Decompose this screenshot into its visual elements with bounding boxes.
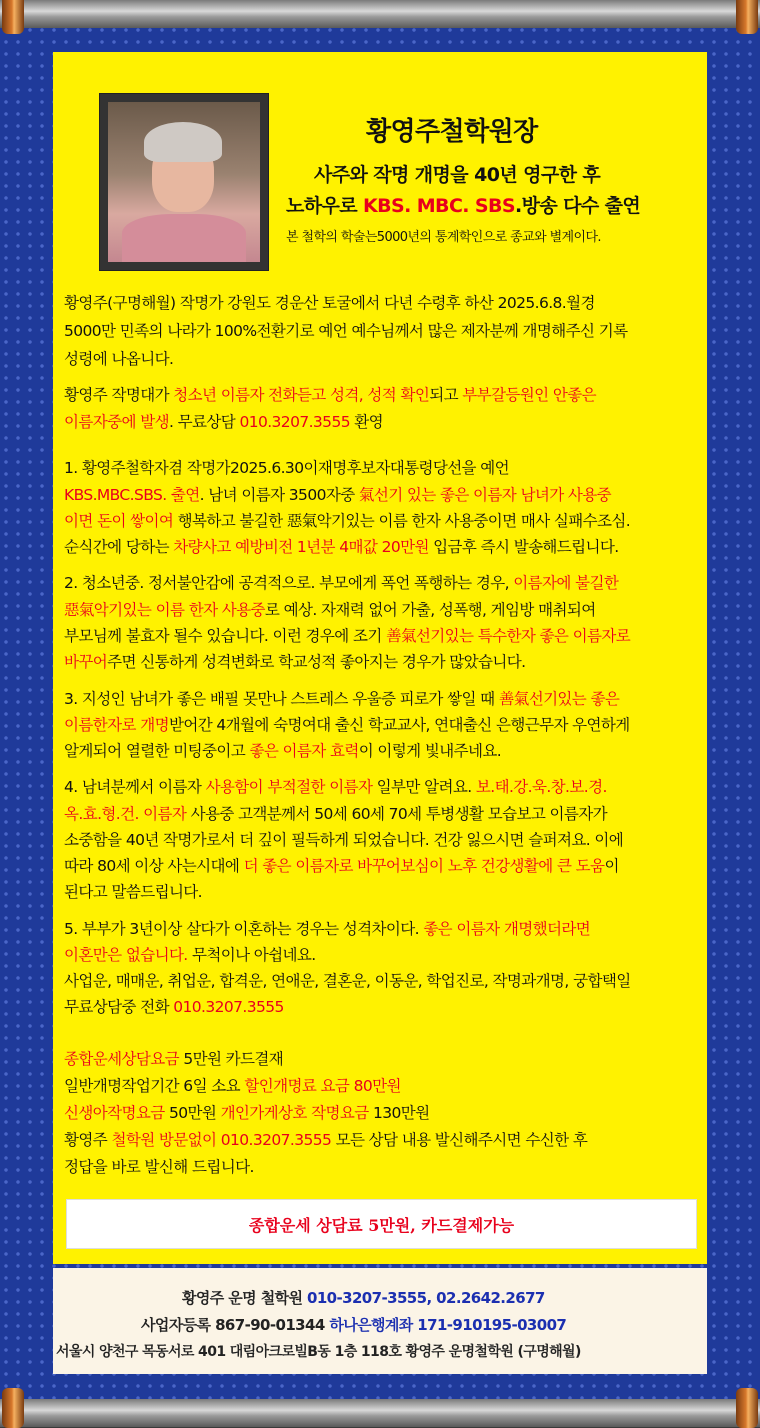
p1-line-2: KBS.MBC.SBS. 출연. 남녀 이름자 3500자중 氣선기 있는 좋은 이름자 남녀가 사용중 [64, 486, 612, 504]
fee-line-1: 종합운세상담요금 5만원 카드결재 [64, 1050, 284, 1068]
footer-address: 서울시 양천구 목동서로 401 대림아크로빌B동 1층 118호 황영주 운명철학원 (구명해월) [56, 1344, 581, 1360]
rod-knob-top-right [736, 0, 758, 34]
consult-fee-banner [66, 1199, 697, 1249]
fee-line-5: 정답을 바로 발신해 드립니다. [64, 1158, 254, 1176]
p2-line-2: 惡氣악기있는 이름 한자 사용중로 예상. 자재력 없어 가출, 성폭행, 게임방 매취되여 [64, 601, 596, 619]
footer-line-1: 황영주 운명 철학원 010-3207-3555, 02.2642.2677 [182, 1289, 545, 1307]
p0-line-2: 이름자중에 발생. 무료상담 010.3207.3555 환영 [64, 413, 384, 431]
p3-line-2: 이름한자로 개명받어간 4개월에 숙명여대 출신 학교교사, 연대출신 은행근무자 우연하게 [64, 716, 630, 734]
p2-line-3: 부모님께 불효자 될수 있습니다. 이런 경우에 조기 善氣선기있는 특수한자 좋은 이름자로 [64, 627, 631, 645]
p4-line-5: 된다고 말씀드립니다. [64, 883, 203, 901]
consult-fee-banner-text: 종합운세 상담료 5만원, 카드결제가능 [248, 1215, 515, 1235]
p3-line-1: 3. 지성인 남녀가 좋은 배필 못만나 스트레스 우울증 피로가 쌓일 때 善氣선기있는 좋은 [64, 690, 620, 708]
p1-line-1: 1. 황영주철학자겸 작명가2025.6.30이재명후보자대통령당선을 예언 [64, 459, 510, 477]
scroll-bottom-rod [0, 1399, 760, 1427]
header-subtitle-2: 노하우로 KBS. MBC. SBS.방송 다수 출연 [286, 195, 641, 217]
fee-line-3: 신생아작명요금 50만원 개인가게상호 작명요금 130만원 [64, 1104, 430, 1122]
intro-line-3: 성령에 나옵니다. [64, 350, 174, 368]
p4-line-4: 따라 80세 이상 사는시대에 더 좋은 이름자로 바꾸어보심이 노후 건강생활에 큰 도움이 [64, 857, 619, 875]
rod-knob-bottom-right [736, 1388, 758, 1428]
p4-line-2: 옥.효.형.건. 이름자 사용중 고객분께서 50세 60세 70세 투병생활 모습보고 이름자가 [64, 805, 608, 823]
rod-knob-bottom-left [2, 1388, 24, 1428]
p1-line-3: 이면 돈이 쌓이여 행복하고 불길한 惡氣악기있는 이름 한자 사용중이면 매사 실패수조심. [64, 512, 631, 530]
p4-line-3: 소중함을 40년 작명가로서 더 깊이 필득하게 되었습니다. 건강 잃으시면 슬퍼져요. 이에 [64, 831, 624, 849]
p5-line-1: 5. 부부가 3년이상 살다가 이혼하는 경우는 성격차이다. 좋은 이름자 개명했더라면 [64, 920, 591, 938]
rod-knob-top-left [2, 0, 24, 34]
fee-line-4: 황영주 철학원 방문없이 010.3207.3555 모든 상담 내용 발신해주시면 수신한 후 [64, 1131, 588, 1149]
p5-line-3: 사업운, 매매운, 취업운, 합격운, 연애운, 결혼운, 이동운, 학업진로, 작명과개명, 궁합택일 [64, 972, 631, 990]
intro-line-1: 황영주(구명해월) 작명가 강원도 경운산 토굴에서 다년 수령후 하산 2025.6.8.월경 [64, 294, 595, 312]
header-subtitle-1: 사주와 작명 개명을 40년 영구한 후 [314, 164, 601, 186]
p2-line-4: 바꾸어주면 신통하게 성격변화로 학교성적 좋아지는 경우가 많았습니다. [64, 653, 526, 671]
p4-line-1: 4. 남녀분께서 이름자 사용함이 부적절한 이름자 일부만 알려요. 보.태.강.욱.창.보.경. [64, 778, 607, 796]
p0-line-1: 황영주 작명대가 청소년 이름자 전화듣고 성격, 성적 확인되고 부부갈등원인 안좋은 [64, 386, 596, 404]
footer-line-2: 사업자등록 867-90-01344 하나은행계좌 171-910195-03007 [141, 1316, 567, 1334]
p5-line-2: 이혼만은 없습니다. 무척이나 아쉽네요. [64, 946, 316, 964]
p5-line-4: 무료상담중 전화 010.3207.3555 [64, 998, 284, 1016]
scroll-top-rod [0, 0, 760, 28]
header-note: 본 철학의 학술는5000년의 통계학인으로 종교와 별계이다. [286, 230, 601, 245]
portrait-photo [99, 93, 269, 271]
fee-line-2: 일반개명작업기간 6일 소요 할인개명료 요금 80만원 [64, 1077, 401, 1095]
footer-phone[interactable]: 010-3207-3555, 02.2642.2677 [307, 1289, 545, 1307]
page-title: 황영주철학원장 [366, 117, 538, 147]
p1-line-4: 순식간에 당하는 차량사고 예방비전 1년분 4매값 20만원 입금후 즉시 발송해드립니다. [64, 538, 619, 556]
p2-line-1: 2. 청소년중. 정서불안감에 공격적으로. 부모에게 폭언 폭행하는 경우, 이름자에 불길한 [64, 574, 619, 592]
intro-line-2: 5000만 민족의 나라가 100%전환기로 예언 예수님께서 많은 제자분께 개명해주신 기록 [64, 322, 628, 340]
p3-line-3: 알게되어 열렬한 미팅중이고 좋은 이름자 효력이 이렇게 빛내주네요. [64, 742, 502, 760]
